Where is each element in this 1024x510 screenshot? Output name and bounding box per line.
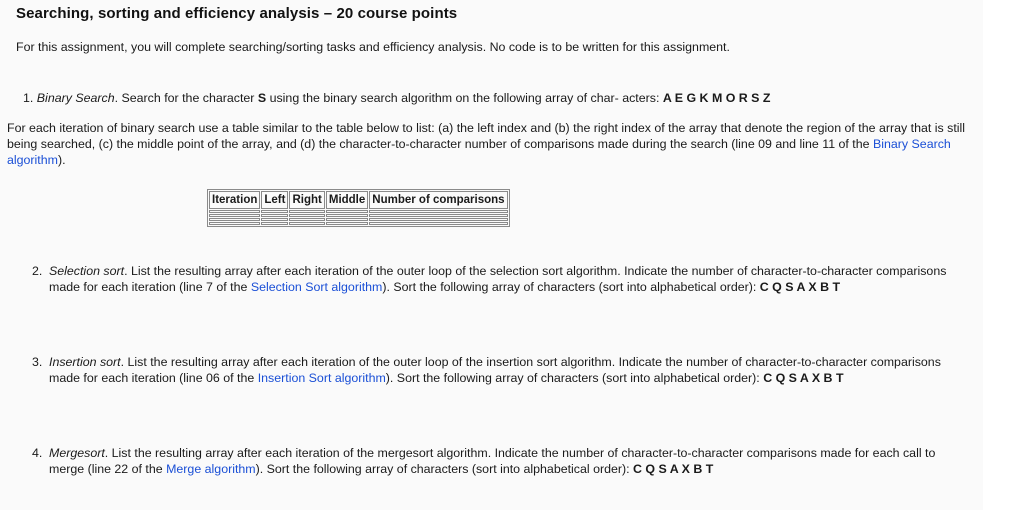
question-1-text: . Search for the character — [114, 91, 258, 105]
question-2-body-2: ). Sort the following array of characters (sort into alphabetical order): — [382, 280, 760, 294]
question-3-number: 3. — [32, 355, 43, 369]
question-2-array: C Q S A X B T — [759, 280, 841, 294]
question-4-body-2: ). Sort the following array of characters (sort into alphabetical order): — [255, 462, 634, 476]
header-left: Left — [261, 191, 288, 209]
table-row — [209, 218, 508, 221]
table-cell — [369, 222, 507, 225]
question-1-text-2: using the binary search algorithm on the following array of char- acters: — [266, 91, 663, 105]
question-1-instructions-end: ). — [57, 153, 66, 167]
question-3-text — [49, 354, 962, 386]
table-cell — [209, 222, 260, 225]
insertion-sort-link[interactable]: Insertion Sort algorithm — [257, 371, 386, 385]
page-title: Searching, sorting and efficiency analysis – 20 course points — [16, 5, 458, 22]
header-right: Right — [289, 191, 324, 209]
table-row — [209, 210, 508, 213]
table-cell — [209, 210, 260, 213]
selection-sort-link[interactable]: Selection Sort algorithm — [250, 280, 383, 294]
question-4-name: Mergesort — [49, 446, 105, 460]
question-2-name: Selection sort — [49, 264, 125, 278]
table-cell — [326, 214, 368, 217]
question-2-number: 2. — [32, 264, 43, 278]
table-header-row — [209, 191, 508, 209]
table-cell — [326, 222, 368, 225]
question-4-array: C Q S A X B T — [633, 462, 714, 476]
question-1-prompt — [23, 91, 770, 105]
question-1-name: Binary Search — [36, 91, 115, 105]
question-2-text — [49, 263, 962, 295]
question-3 — [32, 354, 962, 386]
table-cell — [289, 218, 324, 221]
iteration-table-wrapper — [207, 189, 510, 227]
question-3-name: Insertion sort — [49, 355, 121, 369]
table-cell — [326, 218, 368, 221]
table-row — [209, 214, 508, 217]
question-1-number: 1. — [23, 91, 34, 105]
question-3-body-2: ). Sort the following array of characters (sort into alphabetical order): — [385, 371, 764, 385]
table-cell — [369, 210, 507, 213]
question-3-array: C Q S A X B T — [763, 371, 844, 385]
table-cell — [369, 218, 507, 221]
question-1-search-char: S — [257, 91, 267, 105]
table-cell — [261, 222, 288, 225]
table-cell — [261, 214, 288, 217]
table-cell — [326, 210, 368, 213]
table-row — [209, 222, 508, 225]
table-cell — [289, 210, 324, 213]
table-cell — [261, 210, 288, 213]
question-2-body: . List the resulting array after each iteration of the outer loop of the selection sort algorithm. Indicate the number of character-to-character comparisons made for each iteration (line 7 of the — [49, 264, 947, 294]
merge-algorithm-link[interactable]: Merge algorithm — [166, 462, 256, 476]
binary-search-link[interactable]: Binary Search algorithm — [7, 137, 951, 167]
table-cell — [209, 218, 260, 221]
header-iteration: Iteration — [209, 191, 260, 209]
question-1-array: A E G K M O R S Z — [662, 91, 771, 105]
table-cell — [289, 222, 324, 225]
question-4-body: . List the resulting array after each iteration of the mergesort algorithm. Indicate the number of character-to-character comparisons made for each call to merge (line 22 of the — [49, 446, 936, 476]
table-cell — [261, 218, 288, 221]
question-4-number: 4. — [32, 446, 43, 460]
table-cell — [209, 214, 260, 217]
question-1-instructions — [7, 120, 967, 168]
question-4-text — [49, 445, 962, 477]
table-cell — [289, 214, 324, 217]
header-middle: Middle — [326, 191, 368, 209]
header-comparisons: Number of comparisons — [369, 191, 507, 209]
question-4 — [32, 445, 962, 477]
question-3-body: . List the resulting array after each iteration of the outer loop of the insertion sort algorithm. Indicate the number of character-to-character comparisons made for each iteration (line 06 of the — [49, 355, 941, 385]
iteration-table — [207, 189, 510, 227]
intro-text: For this assignment, you will complete searching/sorting tasks and efficiency analysis. No code is to be written for this assignment. — [16, 40, 730, 54]
question-1-instructions-text: For each iteration of binary search use a table similar to the table below to list: (a) the left index and (b) the right index of the array that denote the region of the array that is still being searched, (c) the middle point of the array, and (d) the character-to-character number of comparisons made during the search (line 09 and line 11 of the — [7, 121, 966, 151]
question-2 — [32, 263, 962, 295]
table-cell — [369, 214, 507, 217]
